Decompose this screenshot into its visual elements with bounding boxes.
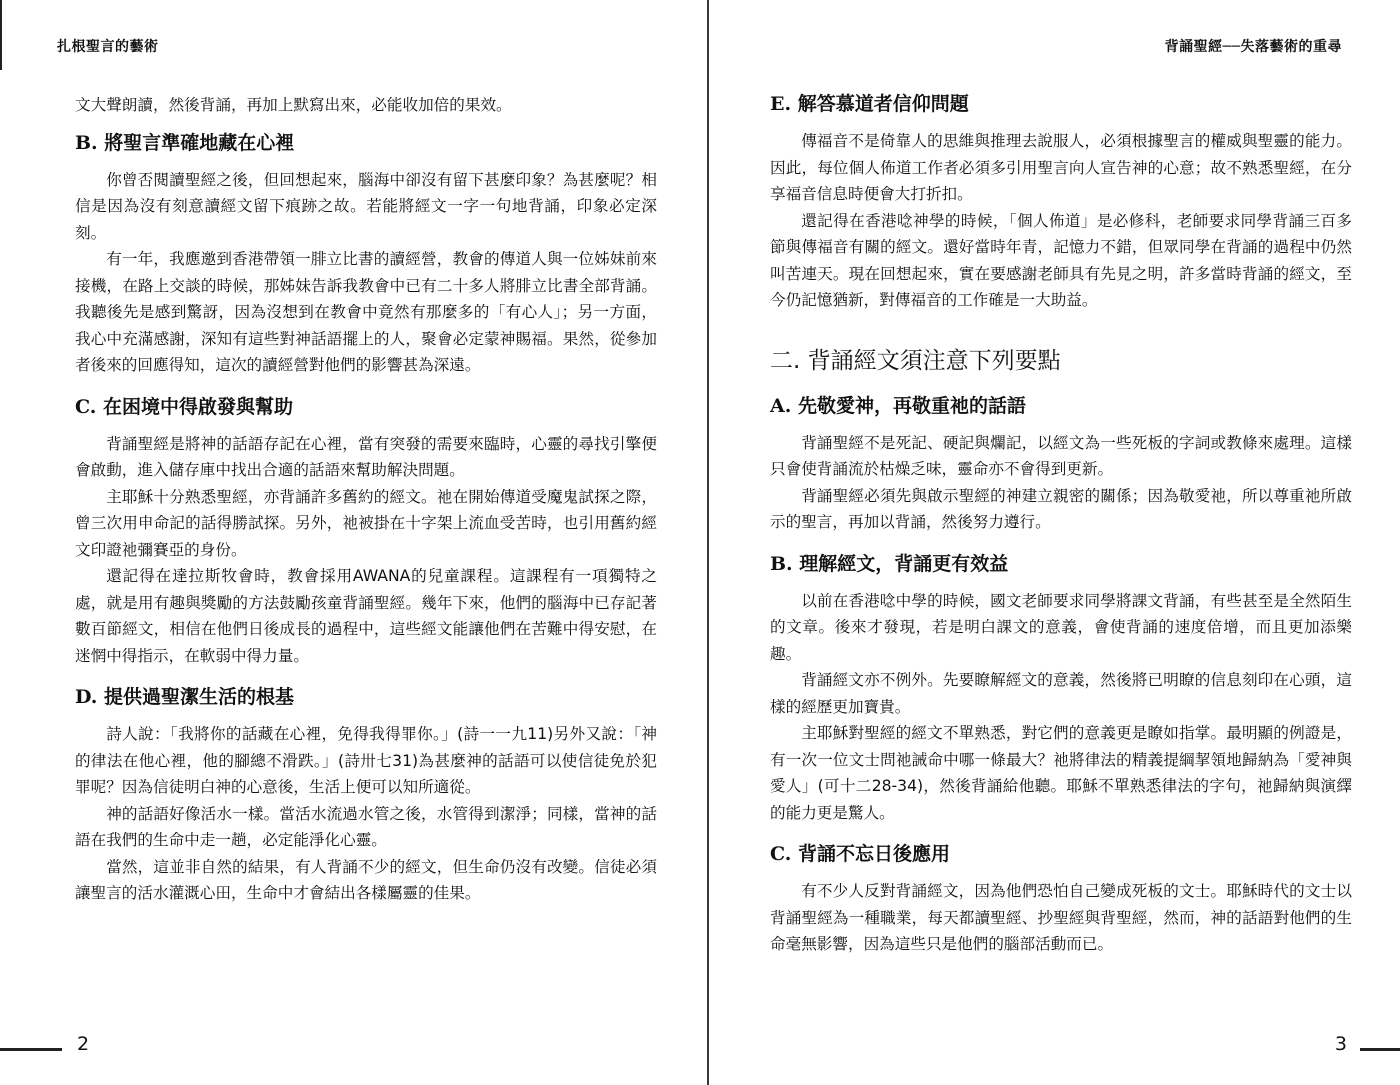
running-head-left: 扎根聖言的藝術 bbox=[57, 39, 159, 55]
page-edge-mark bbox=[0, 0, 2, 70]
paragraph: 背誦經文亦不例外。先要瞭解經文的意義，然後將已明瞭的信息刻印在心頭，這樣的經歷更加寶貴。 bbox=[770, 671, 1352, 716]
paragraph: 還記得在達拉斯牧會時，教會採用AWANA的兒童課程。這課程有一項獨特之處，就是用有趣與獎勵的方法鼓勵孩童背誦聖經。幾年下來，他們的腦海中已存記著數百節經文，相信在他們日後成長的過程中，這些經文能讓他們在苦難中得安慰，在迷惘中得指示，在軟弱中得力量。 bbox=[75, 567, 657, 665]
footer-rule-right bbox=[1360, 1048, 1400, 1051]
intro-line: 文大聲朗讀，然後背誦，再加上默寫出來，必能收加倍的果效。 bbox=[75, 96, 512, 114]
paragraph: 有一年，我應邀到香港帶領一腓立比書的讀經營，教會的傳道人與一位姊妹前來接機，在路上交談的時候，那姊妹告訴我教會中已有二十多人將腓立比書全部背誦。我聽後先是感到驚訝，因為沒想到在教會中竟然有那麼多的「有心人」；另一方面，我心中充滿感謝，深知有這些對神話語擺上的人，聚會必定蒙神賜福。果然，從參加者後來的回應得知，這次的讀經營對他們的影響甚為深遠。 bbox=[75, 250, 657, 374]
page-number-left: 2 bbox=[77, 1033, 90, 1055]
paragraph: 你曾否閱讀聖經之後，但回想起來，腦海中卻沒有留下甚麼印象？為甚麼呢？相信是因為沒有刻意讀經文留下痕跡之故。若能將經文一字一句地背誦，印象必定深刻。 bbox=[75, 170, 657, 242]
paragraph: 背誦聖經不是死記、硬記與爛記，以經文為一些死板的字詞或教條來處理。這樣只會使背誦流於枯燥乏味，靈命亦不會得到更新。 bbox=[770, 433, 1352, 478]
paragraph: 主耶穌對聖經的經文不單熟悉，對它們的意義更是瞭如指掌。最明顯的例證是，有一次一位文士問祂誡命中哪一條最大？祂將律法的精義提綱挈領地歸納為「愛神與愛人」(可十二28-34)，然後背誦給他聽。耶穌不單熟悉律法的字句，祂歸納與演繹的能力更是驚人。 bbox=[770, 724, 1352, 822]
section-heading-e: E. 解答慕道者信仰問題 bbox=[770, 93, 969, 115]
paragraph: 背誦聖經必須先與啟示聖經的神建立親密的關係；因為敬愛祂，所以尊重祂所啟示的聖言，再加以背誦，然後努力遵行。 bbox=[770, 486, 1352, 531]
paragraph: 還記得在香港唸神學的時候，「個人佈道」是必修科，老師要求同學背誦三百多節與傳福音有關的經文。還好當時年青，記憶力不錯，但眾同學在背誦的過程中仍然叫苦連天。現在回想起來，實在要感謝老師具有先見之明，許多當時背誦的經文，至今仍記憶猶新，對傳福音的工作確是一大助益。 bbox=[770, 211, 1352, 309]
section-heading-c: C. 背誦不忘日後應用 bbox=[770, 843, 951, 865]
paragraph: 神的話語好像活水一樣。當活水流過水管之後，水管得到潔淨；同樣，當神的話語在我們的生命中走一趟，必定能淨化心靈。 bbox=[75, 804, 657, 849]
section-heading-d: D. 提供過聖潔生活的根基 bbox=[75, 686, 295, 708]
chapter-heading: 二. 背誦經文須注意下列要點 bbox=[770, 347, 1061, 374]
paragraph: 有不少人反對背誦經文，因為他們恐怕自己變成死板的文士。耶穌時代的文士以背誦聖經為一種職業，每天都讀聖經、抄聖經與背聖經，然而，神的話語對他們的生命毫無影響，因為這些只是他們的腦部活動而已。 bbox=[770, 882, 1352, 953]
section-heading-b: B. 將聖言準確地藏在心裡 bbox=[75, 131, 295, 154]
paragraph: 背誦聖經是將神的話語存記在心裡，當有突發的需要來臨時，心靈的尋找引擎便會啟動，進入儲存庫中找出合適的話語來幫助解決問題。 bbox=[75, 434, 657, 479]
gutter-line bbox=[707, 0, 709, 1085]
paragraph: 詩人說：「我將你的話藏在心裡，免得我得罪你。」(詩一一九11)另外又說：「神的律法在他心裡，他的腳總不滑跌。」(詩卅七31)為甚麼神的話語可以使信徒免於犯罪呢？因為信徒明白神的心意後，生活上便可以知所適從。 bbox=[75, 725, 657, 796]
section-heading-b: B. 理解經文，背誦更有效益 bbox=[770, 552, 1009, 575]
paragraph: 主耶穌十分熟悉聖經，亦背誦許多舊約的經文。祂在開始傳道受魔鬼試探之際，曾三次用申命記的話得勝試探。另外，祂被掛在十字架上流血受苦時，也引用舊約經文印證祂彌賽亞的身份。 bbox=[75, 487, 657, 559]
left-page-body bbox=[75, 92, 657, 907]
paragraph: 以前在香港唸中學的時候，國文老師要求同學將課文背誦，有些甚至是全然陌生的文章。後來才發現，若是明白課文的意義，會使背誦的速度倍增，而且更加添樂趣。 bbox=[770, 591, 1352, 663]
footer-rule-left bbox=[0, 1048, 62, 1051]
right-page bbox=[710, 0, 1400, 1085]
paragraph: 傳福音不是倚靠人的思維與推理去說服人，必須根據聖言的權威與聖靈的能力。因此，每位個人佈道工作者必須多引用聖言向人宣告神的心意；故不熟悉聖經，在分享福音信息時便會大打折扣。 bbox=[770, 132, 1352, 203]
paragraph: 當然，這並非自然的結果，有人背誦不少的經文，但生命仍沒有改變。信徒必須讓聖言的活水灌溉心田，生命中才會結出各樣屬靈的佳果。 bbox=[75, 857, 657, 902]
section-heading-a: A. 先敬愛神，再敬重祂的話語 bbox=[770, 394, 1026, 417]
running-head-right: 背誦聖經──失落藝術的重尋 bbox=[1164, 39, 1342, 55]
page-number-right: 3 bbox=[1334, 1033, 1347, 1055]
right-page-body bbox=[770, 90, 1352, 958]
section-heading-c: C. 在困境中得啟發與幫助 bbox=[75, 395, 294, 418]
